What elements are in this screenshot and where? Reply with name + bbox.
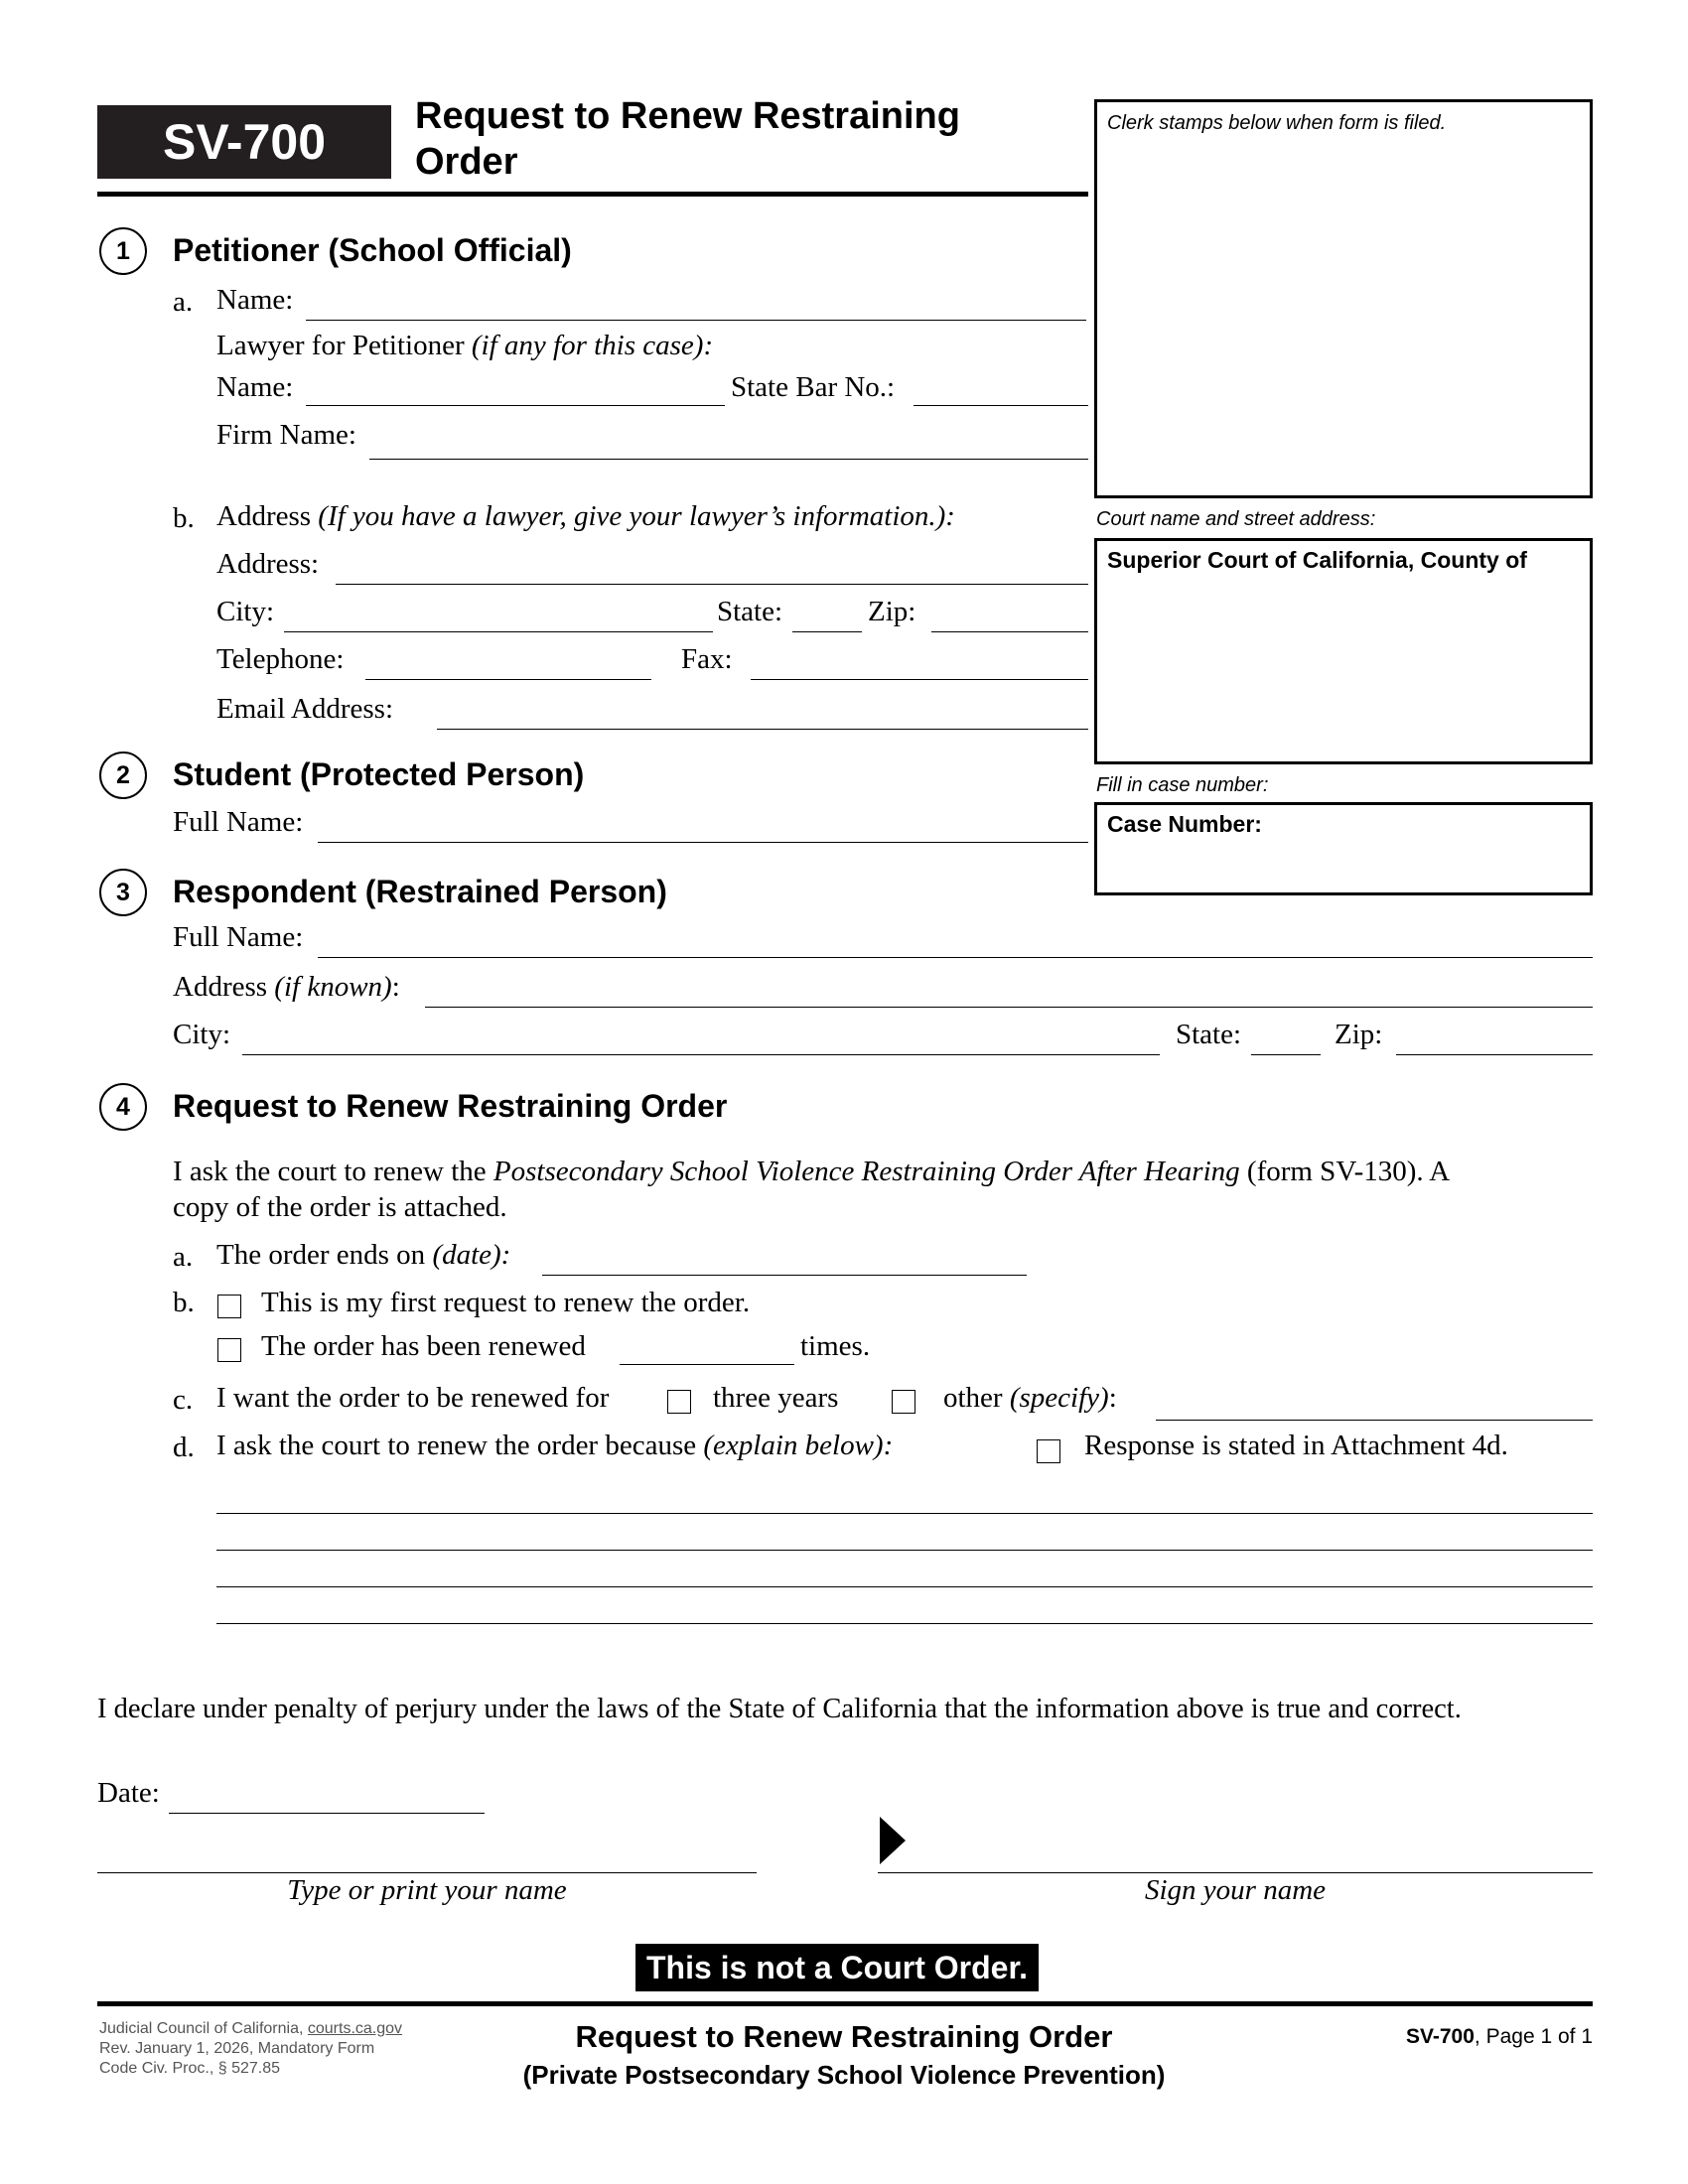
respondent-state-field[interactable] xyxy=(1251,1054,1321,1055)
attachment-4d-checkbox[interactable] xyxy=(1037,1439,1060,1463)
renew-intro-line2: copy of the order is attached. xyxy=(173,1191,507,1223)
attachment-4d-label: Response is stated in Attachment 4d. xyxy=(1084,1430,1508,1461)
three-years-label: three years xyxy=(713,1382,839,1414)
firm-name-label: Firm Name: xyxy=(216,419,356,451)
order-end-date-label: The order ends on (date): xyxy=(216,1239,511,1271)
signature-arrow-icon xyxy=(880,1817,906,1864)
first-request-label: This is my first request to renew the order. xyxy=(261,1287,751,1318)
state-bar-field[interactable] xyxy=(914,405,1088,406)
renewal-times-label: times. xyxy=(800,1330,871,1362)
footer-page-info: SV-700, Page 1 of 1 xyxy=(1406,2025,1593,2048)
case-number-caption: Fill in case number: xyxy=(1096,774,1269,796)
respondent-state-label: State: xyxy=(1176,1019,1242,1050)
reason-line-4[interactable] xyxy=(216,1623,1593,1624)
other-period-checkbox[interactable] xyxy=(892,1390,915,1414)
section-2-title: Student (Protected Person) xyxy=(173,756,585,792)
item-4b-letter: b. xyxy=(173,1287,195,1318)
petitioner-zip-label: Zip: xyxy=(868,596,916,627)
footer-rule xyxy=(97,2001,1593,2006)
petitioner-state-field[interactable] xyxy=(792,631,862,632)
address-heading: Address (If you have a lawyer, give your lawyer’s information.): xyxy=(216,500,955,532)
telephone-label: Telephone: xyxy=(216,643,345,675)
fax-field[interactable] xyxy=(751,679,1088,680)
petitioner-state-label: State: xyxy=(717,596,783,627)
form-number: SV-700 xyxy=(162,114,326,170)
printed-name-field[interactable] xyxy=(97,1872,757,1873)
respondent-zip-label: Zip: xyxy=(1335,1019,1383,1050)
signature-field[interactable] xyxy=(878,1872,1593,1873)
renewed-before-label: The order has been renewed xyxy=(261,1330,586,1362)
item-1b-letter: b. xyxy=(173,502,195,534)
section-4-title: Request to Renew Restraining Order xyxy=(173,1088,728,1124)
item-1a-letter: a. xyxy=(173,286,194,318)
printed-name-caption: Type or print your name xyxy=(287,1874,567,1906)
case-number-box[interactable] xyxy=(1094,802,1593,895)
header-rule xyxy=(97,192,1088,197)
item-4a-letter: a. xyxy=(173,1241,194,1273)
reason-line-1[interactable] xyxy=(216,1513,1593,1514)
item-4c-letter: c. xyxy=(173,1384,194,1416)
telephone-field[interactable] xyxy=(365,679,651,680)
section-1-number: 1 xyxy=(99,227,147,275)
form-title: Request to Renew Restraining Order xyxy=(415,95,960,183)
reason-line-3[interactable] xyxy=(216,1586,1593,1587)
not-court-order-banner: This is not a Court Order. xyxy=(635,1944,1039,1991)
section-1-title: Petitioner (School Official) xyxy=(173,232,572,268)
signature-caption: Sign your name xyxy=(1144,1874,1327,1906)
case-number-label: Case Number: xyxy=(1107,811,1262,837)
reason-line-2[interactable] xyxy=(216,1550,1593,1551)
petitioner-name-label: Name: xyxy=(216,284,294,316)
student-name-label: Full Name: xyxy=(173,806,304,838)
renewal-count-field[interactable] xyxy=(620,1364,794,1365)
lawyer-name-label: Name: xyxy=(216,371,294,403)
other-period-field[interactable] xyxy=(1156,1420,1593,1421)
court-name-text: Superior Court of California, County of xyxy=(1107,547,1527,573)
form-number-badge xyxy=(97,105,391,179)
respondent-zip-field[interactable] xyxy=(1396,1054,1593,1055)
renew-period-label: I want the order to be renewed for xyxy=(216,1382,610,1414)
petitioner-name-field[interactable] xyxy=(306,320,1086,321)
section-2-number: 2 xyxy=(99,751,147,799)
courts-link[interactable]: courts.ca.gov xyxy=(307,2020,403,2037)
respondent-name-label: Full Name: xyxy=(173,921,304,953)
court-address-box[interactable] xyxy=(1094,538,1593,764)
fax-label: Fax: xyxy=(681,643,733,675)
petitioner-zip-field[interactable] xyxy=(931,631,1088,632)
three-years-checkbox[interactable] xyxy=(667,1390,691,1414)
item-4d-letter: d. xyxy=(173,1432,195,1463)
section-4-number: 4 xyxy=(99,1083,147,1131)
petitioner-city-label: City: xyxy=(216,596,275,627)
student-name-field[interactable] xyxy=(318,842,1088,843)
renew-reason-label: I ask the court to renew the order because (explain below): xyxy=(216,1430,894,1461)
footer-title: Request to Renew Restraining Order xyxy=(575,2019,1113,2054)
renewed-before-checkbox[interactable] xyxy=(217,1338,241,1362)
email-label: Email Address: xyxy=(216,693,394,725)
petitioner-address-label: Address: xyxy=(216,548,320,580)
firm-name-field[interactable] xyxy=(369,459,1088,460)
other-period-label: other (specify): xyxy=(943,1382,1117,1414)
respondent-name-field[interactable] xyxy=(318,957,1593,958)
lawyer-label: Lawyer for Petitioner (if any for this case): xyxy=(216,330,714,361)
petitioner-address-field[interactable] xyxy=(336,584,1088,585)
footer-source: Judicial Council of California, courts.ca.gov Rev. January 1, 2026, Mandatory Form Code Civ. Proc., § 527.85 xyxy=(99,2020,403,2077)
clerk-stamp-label: Clerk stamps below when form is filed. xyxy=(1107,112,1447,134)
respondent-address-field[interactable] xyxy=(425,1007,1593,1008)
footer-revision: Rev. January 1, 2026, Mandatory Form xyxy=(99,2040,375,2057)
court-address-caption: Court name and street address: xyxy=(1096,508,1376,530)
order-end-date-field[interactable] xyxy=(542,1275,1027,1276)
renew-intro-line1: I ask the court to renew the Postsecondary School Violence Restraining Order After Hearing (form SV-130). A xyxy=(173,1156,1451,1187)
petitioner-city-field[interactable] xyxy=(284,631,713,632)
respondent-city-label: City: xyxy=(173,1019,231,1050)
footer-subtitle: (Private Postsecondary School Violence Prevention) xyxy=(522,2060,1166,2090)
lawyer-name-field[interactable] xyxy=(306,405,725,406)
section-3-title: Respondent (Restrained Person) xyxy=(173,874,667,909)
clerk-stamp-box xyxy=(1094,99,1593,498)
date-field[interactable] xyxy=(169,1813,485,1814)
email-field[interactable] xyxy=(437,729,1088,730)
footer-code: Code Civ. Proc., § 527.85 xyxy=(99,2060,281,2077)
state-bar-label: State Bar No.: xyxy=(731,371,896,403)
first-request-checkbox[interactable] xyxy=(217,1295,241,1318)
respondent-address-label: Address (if known): xyxy=(173,971,400,1003)
date-label: Date: xyxy=(97,1777,160,1809)
respondent-city-field[interactable] xyxy=(242,1054,1160,1055)
section-3-number: 3 xyxy=(99,869,147,916)
perjury-declaration: I declare under penalty of perjury under the laws of the State of California that the information above is true and correct. xyxy=(97,1694,1462,1724)
